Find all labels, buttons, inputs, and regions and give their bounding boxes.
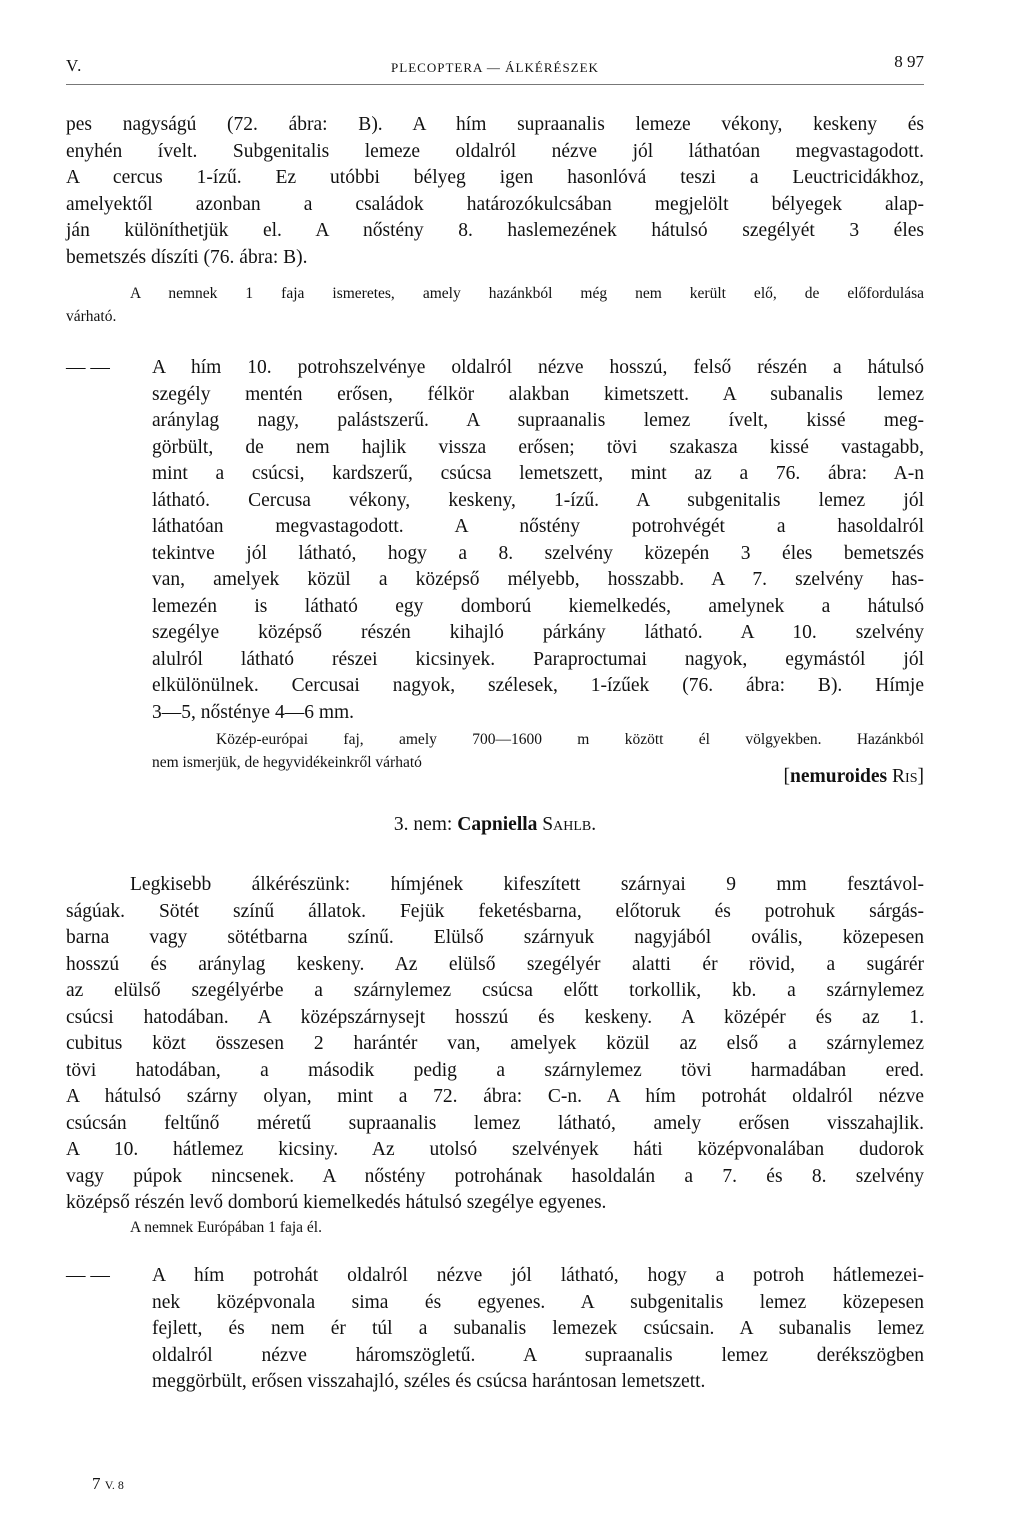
species-epithet: nemuroides: [790, 766, 888, 787]
species-name: [784, 766, 925, 788]
header-chapter: V.: [66, 56, 83, 75]
text-line: van, amelyek közül a középső mélyebb, hosszabb. A 7. szelvény has-: [152, 569, 924, 590]
text-line: az elülső szegélyérbe a szárnylemez csúcsa előtt torkollik, kb. a szárnylemez: [66, 980, 924, 1001]
text-line: A nemnek 1 faja ismeretes, amely hazánkból még nem került elő, de előfordulása: [130, 285, 924, 302]
text-line: láthatóan megvastagodott. A nőstény potrohvégét a hasoldalról: [152, 516, 924, 537]
text-line: hosszú és aránylag keskeny. Az elülső szegélyér alatti ér rövid, a sugárér: [66, 953, 924, 975]
section-number: 3. nem:: [393, 814, 458, 835]
text-line: nek középvonala sima és egyenes. A subgenitalis lemez közepesen: [152, 1291, 924, 1313]
text-line: 3—5, nősténye 4—6 mm.: [152, 701, 355, 723]
text-line: A hátulsó szárny olyan, mint a 72. ábra: C-n. A hím potrohát oldalról nézve: [66, 1086, 924, 1107]
header-title: PLECOPTERA — ÁLKÉRÉSZEK: [391, 60, 599, 75]
text-line: tekintve jól látható, hogy a 8. szelvény közepén 3 éles bemetszés: [152, 542, 924, 564]
text-line: A hím 10. potrohszelvénye oldalról nézve hosszú, felső részén a hátulsó: [152, 357, 924, 378]
species-author: Ris: [892, 766, 918, 787]
text-line: csúcsán feltűnő méretű supraanalis lemez látható, amely erősen visszahajlik.: [66, 1112, 924, 1134]
header-page-number: 8 97: [894, 52, 924, 71]
text-line: látható. Cercusa vékony, keskeny, 1-ízű. A subgenitalis lemez jól: [152, 489, 924, 511]
text-line: aránylag nagy, palástszerű. A supraanalis lemez ívelt, kissé meg-: [152, 410, 924, 431]
text-line: alulról látható részei kicsinyek. Paraproctumai nagyok, egymástól jól: [152, 648, 924, 670]
text-line: Legkisebb álkérészünk: hímjének kifeszített szárnyai 9 mm fesztávol-: [130, 874, 924, 895]
footer-volume: V. 8: [104, 1478, 124, 1492]
text-line: mint a csúcsi, kardszerű, csúcsa lemetszett, mint az a 76. ábra: A-n: [152, 463, 924, 484]
bracket-open: [: [783, 766, 790, 787]
text-line: elkülönülnek. Cercusai nagyok, szélesek, 1-ízűek (76. ábra: B). Hímje: [152, 675, 924, 696]
running-header: [66, 52, 924, 80]
text-line: A nemnek Európában 1 faja él.: [130, 1219, 322, 1236]
text-line: lemezén is látható egy domború kiemelkedés, amelynek a hátulsó: [152, 595, 924, 617]
genus-author: Sahlb.: [542, 814, 597, 835]
text-line: ján különíthetjük el. A nőstény 8. haslemezének hátulsó szegélyét 3 éles: [66, 220, 924, 241]
text-line: pes nagyságú (72. ábra: B). A hím supraanalis lemeze vékony, keskeny és: [66, 114, 924, 135]
text-line: szegélye középső részén kihajló párkány látható. A 10. szelvény: [152, 622, 924, 643]
species-description-2: [152, 1263, 924, 1396]
text-line: csúcsi hatodában. A középszárnysejt hosszú és keskeny. A középér és az 1.: [66, 1006, 924, 1028]
text-line: szegély mentén erősen, félkör alakban kimetszett. A subanalis lemez: [152, 383, 924, 405]
text-line: tövi hatodában, a második pedig a szárnylemez tövi harmadában ered.: [66, 1059, 924, 1081]
bracket-close: ]: [917, 766, 924, 787]
page-footer: [92, 1474, 124, 1494]
text-line: középső részén levő domború kiemelkedés hátulsó szegélye egyenes.: [66, 1192, 607, 1213]
genus-name: Capniella: [457, 814, 538, 835]
paragraph-2: [66, 872, 924, 1217]
text-line: meggörbült, erősen visszahajló, széles és csúcsa harántosan lemetszett.: [152, 1371, 706, 1392]
text-line: A hím potrohát oldalról nézve jól látható, hogy a potroh hátlemezei-: [152, 1265, 924, 1286]
species-dash: — —: [66, 1265, 110, 1286]
footer-sheet-number: 7: [92, 1474, 101, 1493]
text-line: cubitus közt összesen 2 harántér van, amelyek közül az első a szárnylemez: [66, 1033, 924, 1054]
text-line: bemetszés díszíti (76. ábra: B).: [66, 246, 308, 268]
genus-note: [66, 282, 924, 328]
genus-note-2: [130, 1216, 924, 1239]
text-line: enyhén ívelt. Subgenitalis lemeze oldalról nézve jól láthatóan megvastagodott.: [66, 140, 924, 162]
text-line: barna vagy sötétbarna színű. Elülső szárnyuk nagyjából ovális, közepesen: [66, 927, 924, 948]
text-line: ságúak. Sötét színű állatok. Fejük feketésbarna, előtoruk és potrohuk sárgás-: [66, 900, 924, 922]
text-line: A 10. hátlemez kicsiny. Az utolsó szelvények háti középvonalában dudorok: [66, 1139, 924, 1160]
text-line: A cercus 1-ízű. Ez utóbbi bélyeg igen hasonlóvá teszi a Leuctricidákhoz,: [66, 167, 924, 188]
section-heading: [66, 814, 924, 836]
text-line: fejlett, és nem ér túl a subanalis lemezek csúcsain. A subanalis lemez: [152, 1318, 924, 1339]
header-rule: [66, 84, 924, 85]
species-description-1: [152, 355, 924, 726]
text-line: Közép-európai faj, amely 700—1600 m között él völgyekben. Hazánkból: [216, 731, 924, 748]
paragraph-1: [66, 112, 924, 271]
text-line: görbült, de nem hajlik vissza erősen; tövi szakasza kissé vastagabb,: [152, 436, 924, 458]
text-line: vagy púpok nincsenek. A nőstény potrohának hasoldalán a 7. és 8. szelvény: [66, 1165, 924, 1187]
species-dash: — —: [66, 357, 110, 378]
text-line: várható.: [66, 308, 117, 325]
text-line: nem ismerjük, de hegyvidékeinkről várható: [152, 754, 422, 771]
text-line: oldalról nézve háromszögletű. A supraanalis lemez derékszögben: [152, 1344, 924, 1366]
text-line: amelyektől azonban a családok határozókulcsában megjelölt bélyegek alap-: [66, 193, 924, 215]
